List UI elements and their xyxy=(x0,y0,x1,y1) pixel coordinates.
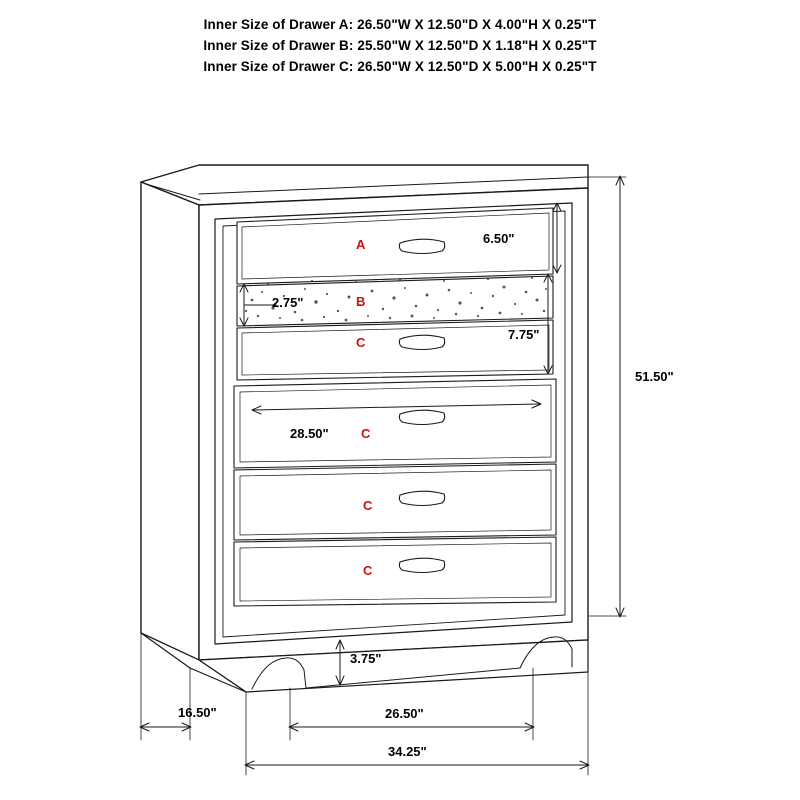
spec-line-drawer-c: Inner Size of Drawer C: 26.50"W X 12.50"D X 5.00"H X 0.25"T xyxy=(203,59,597,74)
drawer-label-c-2: C xyxy=(361,426,371,441)
drawer-label-c-1: C xyxy=(356,335,366,350)
dim-leg-height: 3.75" xyxy=(350,651,382,666)
dim-overall-width: 34.25" xyxy=(388,744,427,759)
dim-drawer-a-height: 6.50" xyxy=(483,231,515,246)
drawer-label-b: B xyxy=(356,294,366,309)
dim-front-width: 26.50" xyxy=(385,706,424,721)
spec-line-drawer-a: Inner Size of Drawer A: 26.50"W X 12.50"D X 4.00"H X 0.25"T xyxy=(203,17,597,32)
dim-side-depth: 16.50" xyxy=(178,705,217,720)
drawer-label-c-3: C xyxy=(363,498,373,513)
dim-drawer-c-height: 7.75" xyxy=(508,327,540,342)
spec-line-drawer-b: Inner Size of Drawer B: 25.50"W X 12.50"D X 1.18"H X 0.25"T xyxy=(203,38,597,53)
dim-overall-height: 51.50" xyxy=(635,369,674,384)
dim-drawer-width: 28.50" xyxy=(290,426,329,441)
dim-drawer-b-height: 2.75" xyxy=(272,295,304,310)
drawer-label-a: A xyxy=(356,237,366,252)
drawer-label-c-4: C xyxy=(363,563,373,578)
drawer-specifications xyxy=(0,14,800,77)
